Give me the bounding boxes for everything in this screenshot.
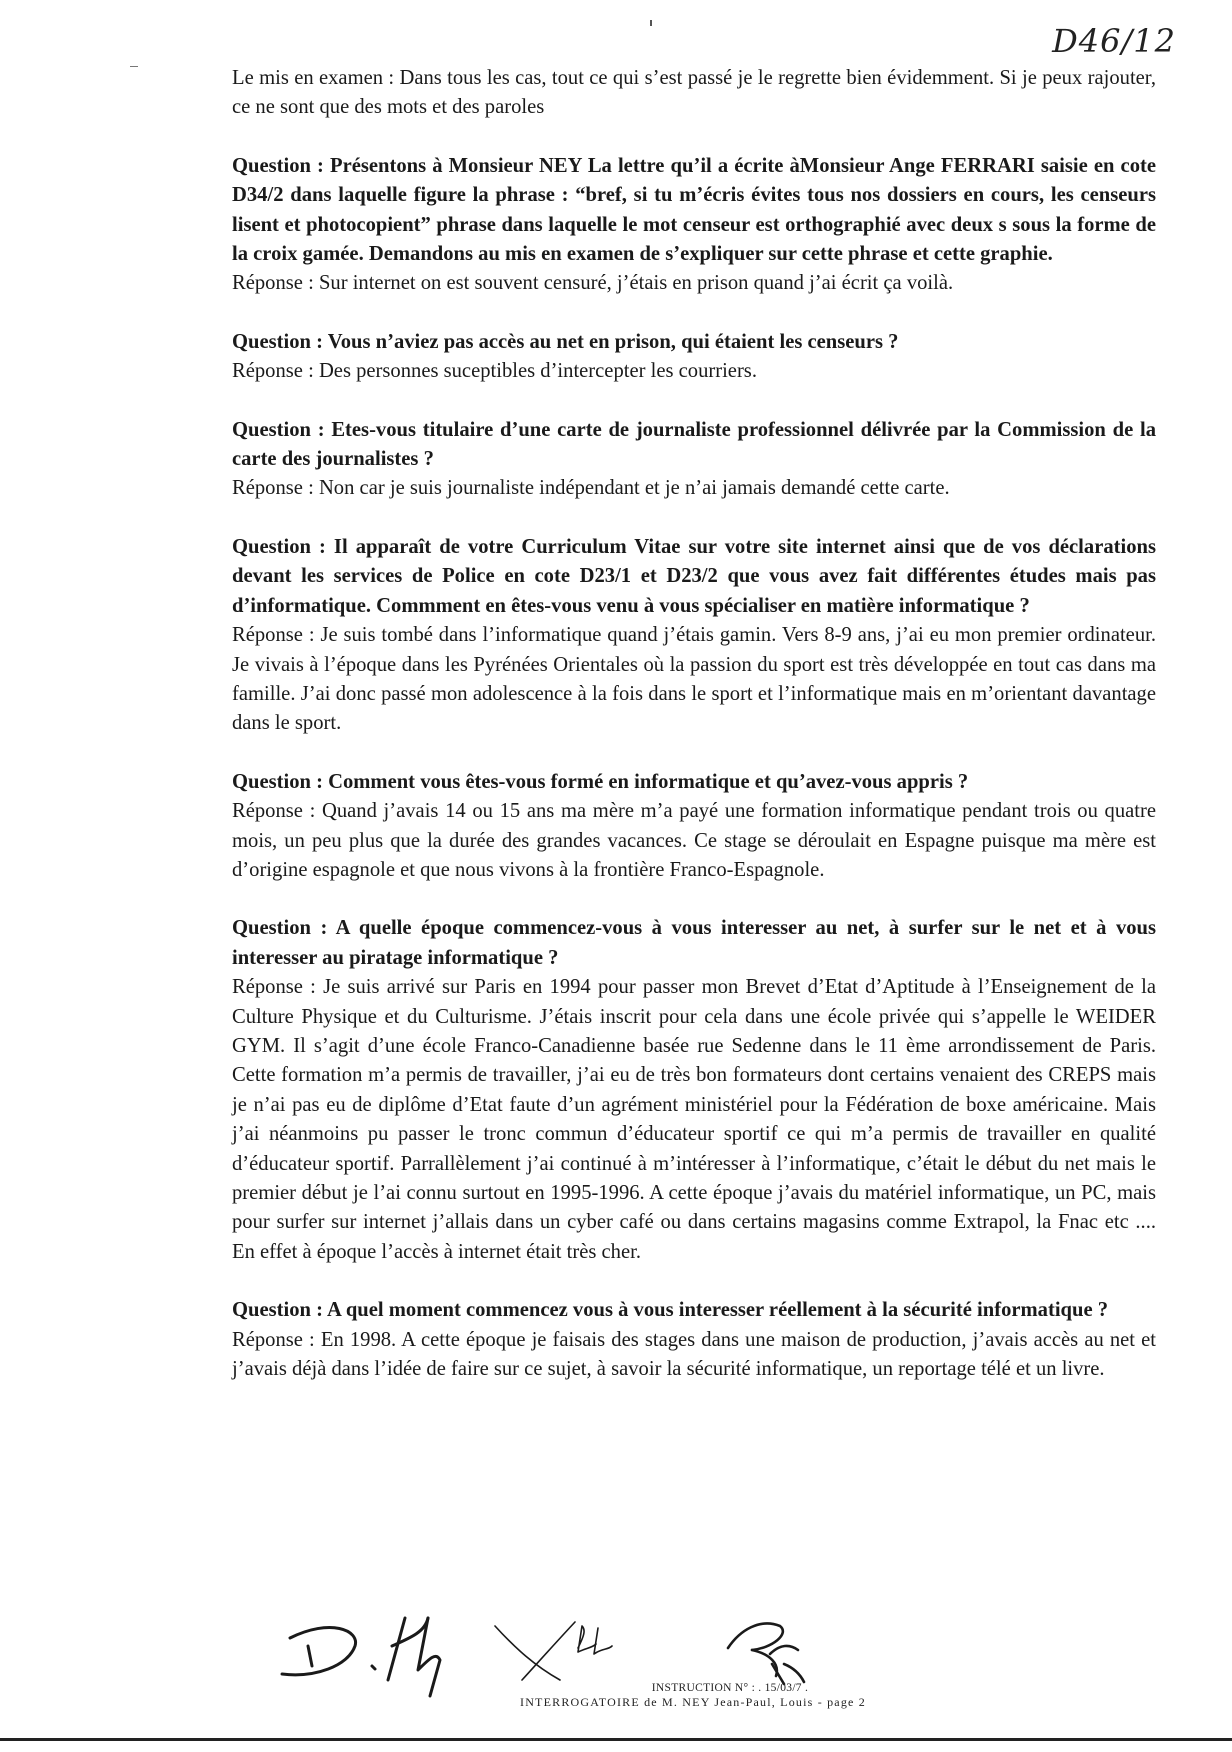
qa-block-3 [232,416,1156,504]
response-text: Réponse : Des personnes suceptibles d’intercepter les courriers. [232,360,757,383]
qa-block-7 [232,1296,1156,1384]
response-text: Le mis en examen : Dans tous les cas, tout ce qui s’est passé je le regrette bien évidemment. Si je peux rajouter, ce ne sont que des mots et des paroles [232,67,1156,119]
signature-judge [728,1623,804,1684]
scan-mark [130,66,138,67]
signature-accused [282,1618,440,1696]
qa-block-0 [232,64,1156,123]
instruction-number: INSTRUCTION N° : . 15/03/7 . [651,1682,809,1694]
response-text: Réponse : Sur internet on est souvent censuré, j’étais en prison quand j’ai écrit ça voilà. [232,272,954,295]
question-text: Question : Comment vous êtes-vous formé en informatique et qu’avez-vous appris ? [232,770,969,793]
question-text: Question : A quelle époque commencez-vous à vous interesser au net, à surfer sur le net et à vous interesser au piratage informatique ? [232,917,1156,969]
qa-block-1 [232,152,1156,299]
qa-block-4 [232,533,1156,739]
response-text: Réponse : En 1998. A cette époque je faisais des stages dans une maison de production, j’avais accès au net et j’avais déjà dans l’idée de faire sur ce sujet, à savoir la sécurité informatique, un reportage télé et un livre. [232,1328,1156,1381]
qa-block-6 [232,914,1156,1267]
response-text: Réponse : Non car je suis journaliste indépendant et je n’ai jamais demandé cette carte. [232,477,950,500]
interrogation-reference: INTERROGATOIRE de M. NEY Jean-Paul, Louis - page 2 [520,1695,866,1709]
question-text: Question : Vous n’aviez pas accès au net en prison, qui étaient les censeurs ? [232,330,899,353]
scan-speck [650,20,652,26]
page-reference-mark: D46/12 [1052,22,1176,60]
page-bottom-edge [0,1738,1232,1741]
qa-block-5 [232,768,1156,886]
question-text: Question : Etes-vous titulaire d’une carte de journaliste professionnel délivrée par la Commission de la carte des journalistes ? [232,418,1156,471]
document-footer [520,1682,940,1710]
qa-block-2 [232,328,1156,387]
response-text: Réponse : Je suis arrivé sur Paris en 1994 pour passer mon Brevet d’Etat d’Aptitude à l’Enseignement de la Culture Physique et du Culturisme. J’étais inscrit pour cela dans une école privée qui s’appelle le WEIDER GYM. Il s’agit d’une école Franco-Canadienne basée rue Sedenne dans le 11 ème arrondissement de Paris. Cette formation m’a permis de travailler, j’ai eu de très bon formateurs dont certains venaient des CREPS mais je n’ai pas eu de diplôme d’Etat faute d’un agrément ministériel pour la Fédération de boxe américaine. Mais j’ai néanmoins pu passer le tronc commun d’éducateur sportif ce qui m’a permis de travailler en qualité d’éducateur sportif. Parrallèlement j’ai continué à m’intéresser à l’informatique, c’était le début du net mais le premier début je l’ai connu surtout en 1995-1996. A cette époque j’avais du matériel informatique, un PC, mais pour surfer sur internet j’allais dans un cyber café ou dans certains magasins comme Extrapol, la Fnac etc .... En effet à époque l’accès à internet était très cher. [232,976,1156,1263]
signature-clerk [495,1622,612,1680]
question-text: Question : A quel moment commencez vous à vous interesser réellement à la sécurité informatique ? [232,1299,1109,1322]
response-text: Réponse : Je suis tombé dans l’informatique quand j’étais gamin. Vers 8-9 ans, j’ai eu mon premier ordinateur. Je vivais à l’époque dans les Pyrénées Orientales où la passion du sport est très développée en tout cas dans ma famille. J’ai donc passé mon adolescence à la fois dans le sport et l’informatique mais en m’orientant davantage dans le sport. [232,624,1156,735]
question-text: Question : Présentons à Monsieur NEY La lettre qu’il a écrite àMonsieur Ange FERRARI saisie en cote D34/2 dans laquelle figure la phrase : “bref, si tu m’écris évites tous nos dossiers en cours, les censeurs lisent et photocopient” phrase dans laquelle le mot censeur est orthographié avec deux s sous la forme de la croix gamée. Demandons au mis en examen de s’expliquer sur cette phrase et cette graphie. [232,154,1156,266]
response-text: Réponse : Quand j’avais 14 ou 15 ans ma mère m’a payé une formation informatique pendant trois ou quatre mois, un peu plus que la durée des grandes vacances. Ce stage se déroulait en Espagne puisque ma mère est d’origine espagnole et que nous vivons à la frontière Franco-Espagnole. [232,800,1156,881]
question-text: Question : Il apparaît de votre Curriculum Vitae sur votre site internet ainsi que de vos déclarations devant les services de Police en cote D23/1 et D23/2 que vous avez fait différentes études mais pas d’informatique. Commment en êtes-vous venu à vous spécialiser en matière informatique ? [232,535,1156,617]
document-body [232,64,1156,1413]
